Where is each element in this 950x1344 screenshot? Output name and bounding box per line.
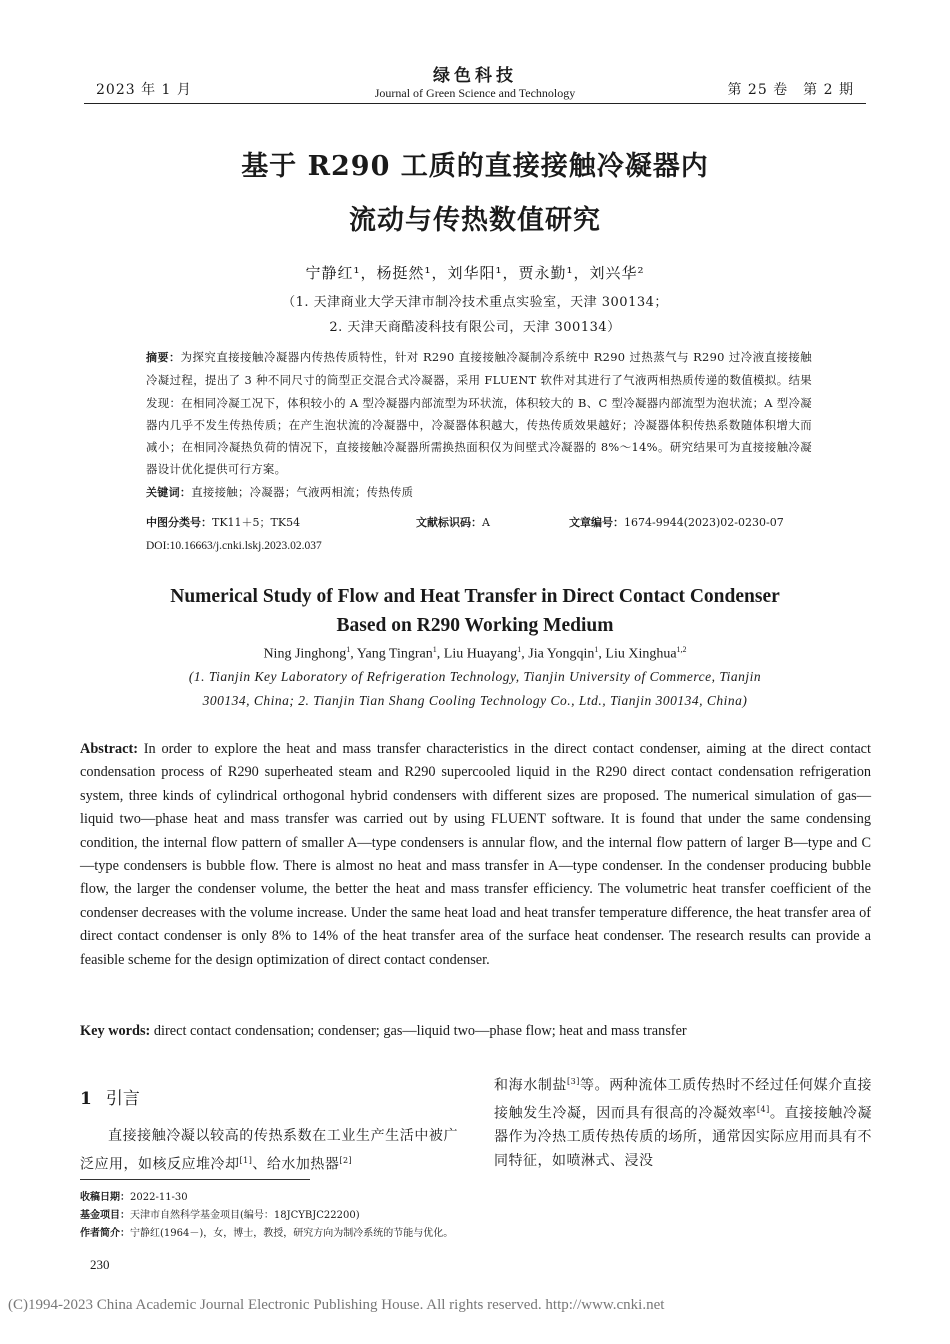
copyright-watermark: (C)1994-2023 China Academic Journal Electronic Publishing House. All rights reserved. http://www.cnki.net [8, 1297, 665, 1313]
keywords-en-label: Key words: [80, 1023, 151, 1039]
body-left-column [80, 1125, 458, 1177]
abstract-en-label: Abstract: [80, 741, 138, 757]
author-affil-mark: 1 [517, 645, 522, 654]
citation: [3] [567, 1077, 580, 1086]
abstract-en-text: In order to explore the heat and mass transfer characteristics in the direct contact condenser, aiming at the direct contact condensation process of R290 superheated steam and R290 supercooled liquid in the R290 direct contact condensation refrigeration system, three kinds of cylindrical orthogonal hybrid condensers with different sizes are proposed. The numerical simulation of gas—liquid two—phase heat and mass transfer was carried out by using FLUENT software. It is found that under the same condensing condition, the internal flow pattern of smaller A—type condensers is annular flow, and the internal flow pattern of larger B—type and C—type condensers is bubble flow. There is almost no heat and mass transfer in A—type condenser. In the condenser producing bubble flow, the larger the condenser volume, the better the heat and mass transfer efficiency. The volumetric heat transfer coefficient of the condenser decreases with the volume increase. Under the same heat load and heat transfer temperature difference, the heat transfer area of direct contact condenser is only 8% to 14% of the heat transfer area of the surface heat condenser. The research results can provide a feasible scheme for the design optimization of direct contact condenser. [80, 741, 872, 968]
body-text: 等。两种流体工质传热时不经过任何媒介直接接触发生冷凝，因而具有很高的冷凝效率 [494, 1077, 872, 1122]
author-en: Jia Yongqin [528, 646, 595, 662]
section-heading [80, 1084, 140, 1109]
section-number: 1 [80, 1089, 92, 1109]
page-number: 230 [90, 1257, 110, 1272]
author-en: Ning Jinghong [263, 646, 347, 662]
doc-code-label: 文献标识码： [416, 516, 482, 529]
author-affil-mark: 1 [594, 645, 599, 654]
affiliation-en-line2: 300134, China; 2. Tianjin Tian Shang Cooling Technology Co., Ltd., Tianjin 300134, China) [202, 693, 748, 708]
footnote-label: 基金项目： [80, 1210, 130, 1221]
abstract-cn-label: 摘要： [146, 351, 181, 364]
author-en: Liu Huayang [443, 646, 518, 662]
abstract-cn [146, 346, 812, 504]
authors-cn: 宁静红¹，杨挺然¹，刘华阳¹，贾永勤¹，刘兴华² [305, 264, 645, 282]
citation: [1] [239, 1155, 253, 1165]
keywords-en-text: direct contact condensation; condenser; gas—liquid two—phase flow; heat and mass transfer [153, 1023, 687, 1039]
body-right-column [494, 1070, 872, 1173]
abstract-en [80, 738, 871, 972]
article-number [569, 514, 784, 530]
footnote-label: 收稿日期： [80, 1192, 130, 1203]
footnote-rule [80, 1179, 310, 1180]
footnote-value: 2022-11-30 [130, 1192, 188, 1203]
journal-name-cn: 绿色科技 [433, 66, 517, 86]
author-en: Yang Tingran [356, 646, 433, 662]
authors-en: Ning Jinghong$^1$, Yang Tingran$^1$, Liu Huayang$^1$, Jia Yongqin$^1$, Liu Xinghua$^{1,2}$ [263, 645, 687, 662]
volume-issue: 第 25 卷 第 2 期 [727, 82, 854, 98]
article-number-label: 文章编号： [569, 516, 624, 529]
keywords-en [80, 1023, 871, 1040]
footnote-value: 宁静红(1964－)，女，博士，教授，研究方向为制冷系统的节能与优化。 [130, 1228, 454, 1239]
title-en-line1: Numerical Study of Flow and Heat Transfer in Direct Contact Condenser [170, 586, 780, 607]
author-affil-mark: 1 [346, 645, 351, 654]
clc-value: TK11＋5；TK54 [212, 516, 301, 529]
body-text: 。直接接触冷凝器作为冷热工质传热传质的场所，通常因实际应用而具有不同特征，如喷淋式、浸没 [494, 1105, 873, 1169]
body-text: 和海水制盐 [494, 1077, 568, 1094]
journal-masthead [350, 66, 600, 101]
header-rule [84, 103, 866, 104]
title-cn-line2: 流动与传热数值研究 [349, 205, 601, 236]
section-title: 引言 [105, 1089, 140, 1109]
journal-name-en: Journal of Green Science and Technology [374, 86, 576, 100]
title-en-line2: Based on R290 Working Medium [336, 615, 614, 636]
abstract-cn-text: 为探究直接接触冷凝器内传热传质特性，针对 R290 直接接触冷凝制冷系统中 R290 过热蒸气与 R290 过冷液直接接触冷凝过程，提出了 3 种不同尺寸的筒型正交混合式冷凝器，采用 FLUENT 软件对其进行了气液两相热质传递的数值模拟。结果发现：在相同冷凝工况下，体积较小的 A 型冷凝器内部流型为环状流，体积较大的 B、C 型冷凝器内部流型为泡状流；A 型冷凝器内几乎不发生传热传质；在产生泡状流的冷凝器中，冷凝器体积越大，传热传质效果越好；冷凝器体积传热系数随体积增大而减小；在相同冷凝热负荷的情况下，直接接触冷凝器所需换热面积仅为间壁式冷凝器的 8%～14%。研究结果可为直接接触冷凝器设计优化提供可行方案。 [146, 350, 813, 477]
footnote-author [80, 1224, 453, 1239]
issue-date: 2023 年 1 月 [96, 82, 192, 98]
affiliation-cn-line1: （1. 天津商业大学天津市制冷技术重点实验室，天津 300134； [282, 295, 668, 310]
citation: [4] [756, 1105, 770, 1115]
body-text: 直接接触冷凝以较高的传热系数在工业生产生活中被广泛应用，如核反应堆冷却 [80, 1128, 458, 1173]
title-cn-line1: 基于 R290 工质的直接接触冷凝器内 [241, 151, 709, 182]
citation: [2] [339, 1155, 353, 1165]
document-code [416, 514, 490, 530]
article-number-value: 1674-9944(2023)02-0230-07 [624, 516, 784, 529]
footnote-received [80, 1188, 188, 1203]
clc-label: 中图分类号： [146, 516, 212, 529]
clc-number [146, 514, 300, 530]
body-text: 、给水加热器 [252, 1156, 340, 1173]
affiliation-cn-line2: 2. 天津天商酷凌科技有限公司，天津 300134） [329, 320, 621, 335]
author-affil-mark: 1,2 [676, 645, 687, 654]
affiliation-en-line1: (1. Tianjin Key Laboratory of Refrigeration Technology, Tianjin University of Commerce, Tianjin [188, 669, 762, 684]
author-affil-mark: 1 [432, 645, 437, 654]
footnote-label: 作者简介： [80, 1228, 130, 1239]
footnote-fund [80, 1206, 360, 1221]
keywords-cn-label: 关键词： [146, 485, 192, 499]
footnote-value: 天津市自然科学基金项目(编号：18JCYBJC22200) [130, 1210, 360, 1221]
author-en: Liu Xinghua [605, 646, 677, 662]
doi: DOI:10.16663/j.cnki.lskj.2023.02.037 [146, 540, 322, 552]
keywords-cn-text: 直接接触；冷凝器；气液两相流；传热传质 [191, 484, 414, 499]
doc-code-value: A [482, 516, 490, 529]
